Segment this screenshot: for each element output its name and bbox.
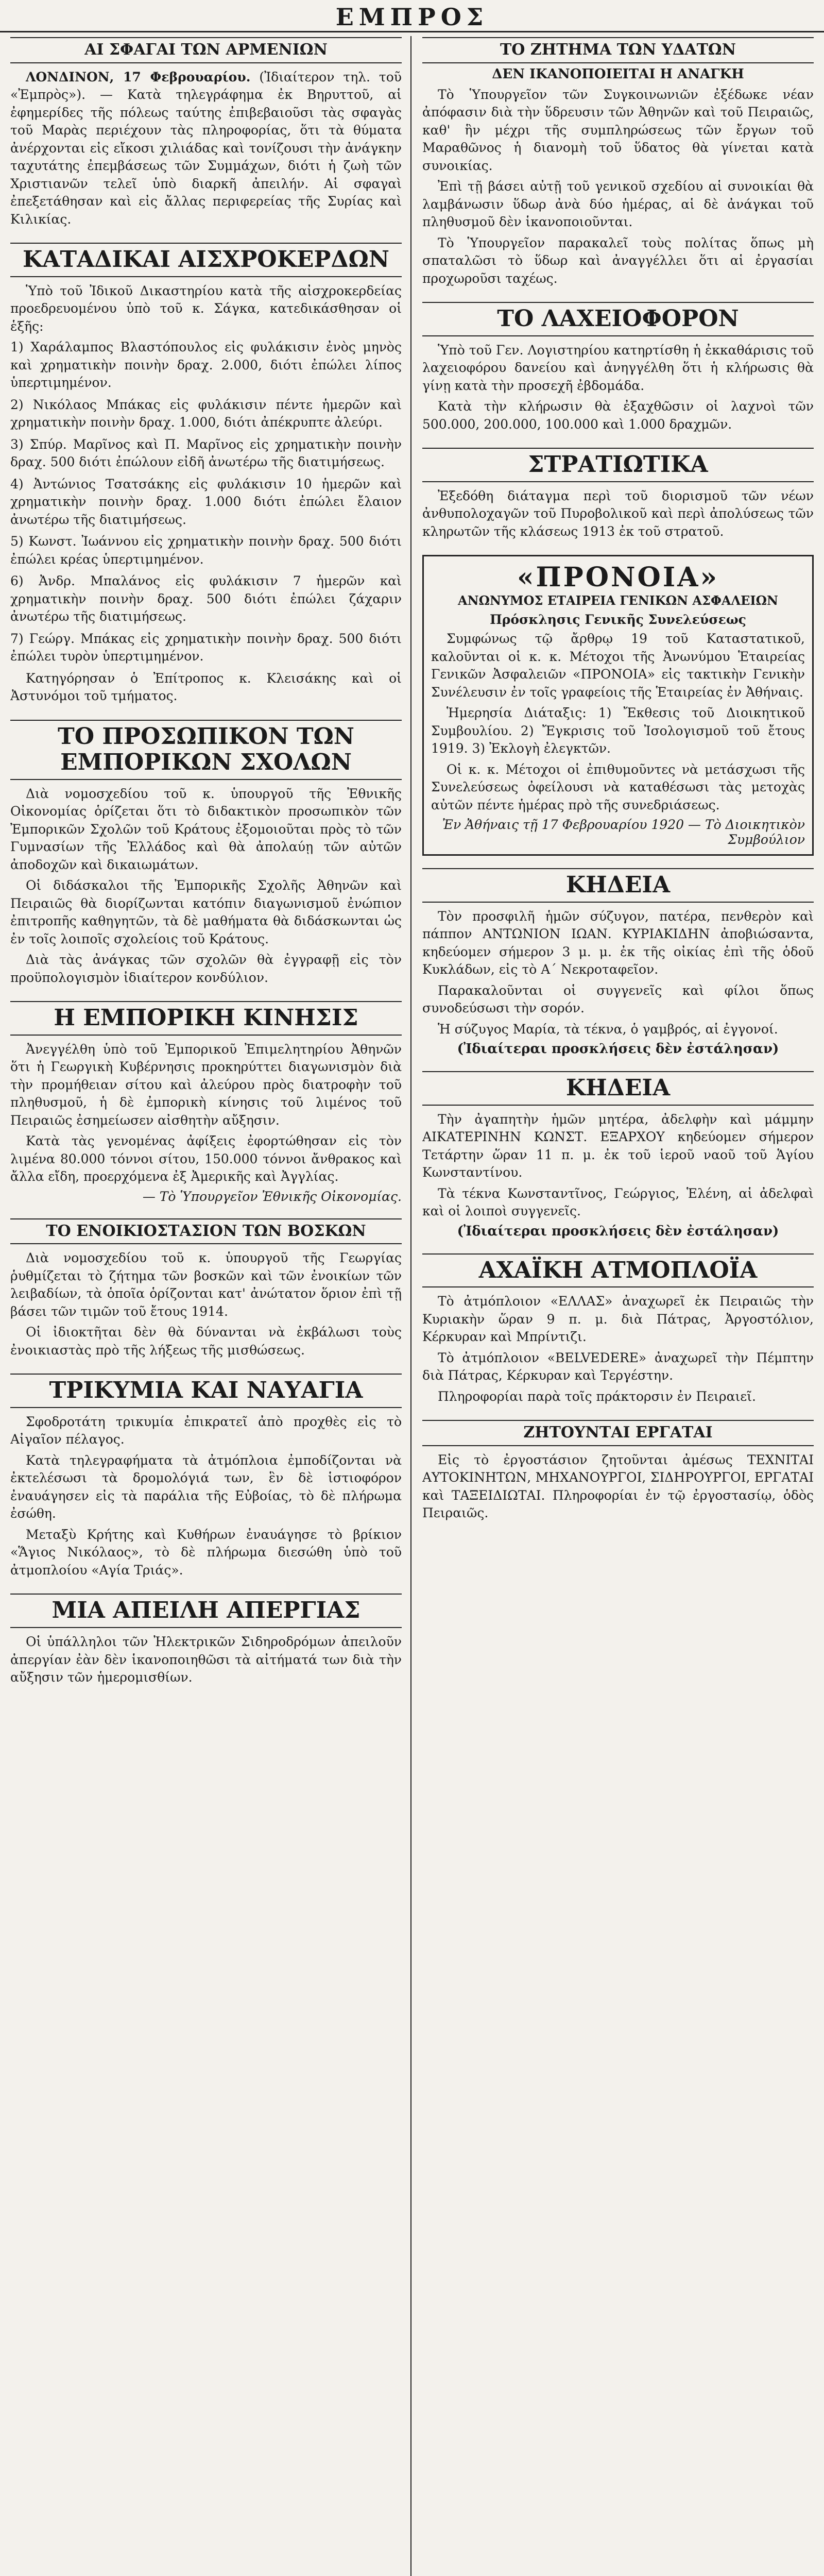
headline-strike: ΜΙΑ ΑΠΕΙΛΗ ΑΠΕΡΓΙΑΣ bbox=[10, 1594, 402, 1628]
paragraph: Τὸ ἀτμόπλοιον «ΕΛΛΑΣ» ἀναχωρεῖ ἐκ Πειραιῶς τὴν Κυριακὴν ὥραν 9 π. μ. διὰ Πάτρας, Ἀργοστόλιον, Κέρκυραν καὶ Μπρίντιζι. bbox=[422, 1294, 814, 1345]
left-column bbox=[10, 37, 402, 2576]
right-column bbox=[422, 37, 814, 2576]
headline-water: ΤΟ ΖΗΤΗΜΑ ΤΩΝ ΥΔΑΤΩΝ bbox=[422, 37, 814, 63]
headline-storm: ΤΡΙΚΥΜΙΑ ΚΑΙ ΝΑΥΑΓΙΑ bbox=[10, 1374, 402, 1408]
paragraph: Παρακαλοῦνται οἱ συγγενεῖς καὶ φίλοι ὅπως συνοδεύσωσι τὴν σορόν. bbox=[422, 982, 814, 1016]
verdict-item: 7) Γεώργ. Μπάκας εἰς χρηματικὴν ποινὴν δραχ. 500 διότι ἐπώλει τυρὸν ὑπερτιμημένον. bbox=[10, 631, 402, 664]
pronoia-tagline: ΑΝΩΝΥΜΟΣ ΕΤΑΙΡΕΙΑ ΓΕΝΙΚΩΝ ΑΣΦΑΛΕΙΩΝ bbox=[458, 593, 778, 608]
paragraph: Σφοδροτάτη τρικυμία ἐπικρατεῖ ἀπὸ προχθὲς εἰς τὸ Αἰγαῖον πέλαγος. bbox=[10, 1414, 402, 1447]
headline-school: ΤΟ ΠΡΟΣΩΠΙΚΟΝ ΤΩΝ ΕΜΠΟΡΙΚΩΝ ΣΧΟΛΩΝ bbox=[10, 720, 402, 780]
mourners-list: Ἡ σύζυγος Μαρία, τὰ τέκνα, ὁ γαμβρός, αἱ ἐγγονοί. bbox=[438, 1021, 778, 1037]
headline-shipping: ΑΧΑΪΚΗ ΑΤΜΟΠΛΟΪΑ bbox=[422, 1253, 814, 1288]
funeral-note: (Ἰδιαίτεραι προσκλήσεις δὲν ἐστάλησαν) bbox=[457, 1041, 779, 1057]
paragraph: Ἐξεδόθη διάταγμα περὶ τοῦ διορισμοῦ τῶν νέων ἀνθυπολοχαγῶν τοῦ Πυροβολικοῦ καὶ περὶ ἀπολύσεως τῶν κληρωτῶν τῆς κλάσεως 1913 ἐκ τοῦ στρατοῦ. bbox=[422, 488, 814, 539]
paragraph: Οἱ ἰδιοκτῆται δὲν θὰ δύνανται νὰ ἐκβάλωσι τοὺς ἐνοικιαστὰς πρὸ τῆς λήξεως τῆς μισθώσεως. bbox=[10, 1325, 402, 1358]
subheadline-water: ΔΕΝ ΙΚΑΝΟΠΟΙΕΙΤΑΙ Η ΑΝΑΓΚΗ bbox=[492, 66, 744, 82]
article-jobs bbox=[422, 1420, 814, 1522]
article-outro: Κατηγόρησαν ὁ Ἐπίτροπος κ. Κλεισάκης καὶ οἱ Ἀστυνόμοι τοῦ τμήματος. bbox=[10, 670, 402, 704]
article-military bbox=[422, 448, 814, 540]
paragraph: Μεταξὺ Κρήτης καὶ Κυθήρων ἐναυάγησε τὸ βρίκιον «Ἅγιος Νικόλαος», τὸ δὲ πλήρωμα διεσώθη ὑπὸ τοῦ ἀτμοπλοίου «Αγία Τριάς». bbox=[10, 1527, 402, 1578]
article-bonds bbox=[10, 1218, 402, 1360]
paragraph: Ἐπὶ τῇ βάσει αὐτῇ τοῦ γενικοῦ σχεδίου αἱ συνοικίαι θὰ λαμβάνωσιν ὕδωρ ἀνὰ δύο ἡμέρας, αἱ δὲ ἀνάγκαι τοῦ πληθυσμοῦ δὲν ἱκανοποιοῦνται. bbox=[422, 179, 814, 229]
paragraph: Τὸ ἀτμόπλοιον «BELVEDERE» ἀναχωρεῖ τὴν Πέμπτην διὰ Πάτρας, Κέρκυραν καὶ Τεργέστην. bbox=[422, 1350, 814, 1383]
verdict-item: 4) Ἀντώνιος Τσατσάκης εἰς φυλάκισιν 10 ἡμερῶν καὶ χρηματικὴν ποινὴν δραχ. 1.000 διότι ἐπώλει ἔλαιον ἀνωτέρω τῆς διατιμήσεως. bbox=[10, 476, 402, 527]
headline-funeral-1: ΚΗΔΕΙΑ bbox=[422, 868, 814, 903]
funeral-note: (Ἰδιαίτεραι προσκλήσεις δὲν ἐστάλησαν) bbox=[457, 1223, 779, 1239]
article-commerce bbox=[10, 1001, 402, 1204]
headline-armenians: ΑΙ ΣΦΑΓΑΙ ΤΩΝ ΑΡΜΕΝΙΩΝ bbox=[10, 37, 402, 63]
paragraph: Πληροφορίαι παρὰ τοῖς πράκτορσιν ἐν Πειραιεῖ. bbox=[438, 1388, 756, 1404]
signature: — Τὸ Ὑπουργεῖον Ἐθνικῆς Οἰκονομίας. bbox=[142, 1189, 402, 1204]
paragraph: Τὸν προσφιλῆ ἡμῶν σύζυγον, πατέρα, πενθερὸν καὶ πάππον ΑΝΤΩΝΙΟΝ ΙΩΑΝ. ΚΥΡΙΑΚΙΔΗΝ ἀποβιώσαντα, κηδεύομεν σήμερον 3 μ. μ. ἐκ τῆς οἰκίας ἐπὶ τῆς ὁδοῦ Κυκλάδων, εἰς τὸ Α΄ Νεκροταφεῖον. bbox=[422, 908, 814, 977]
notice-pronoia bbox=[422, 555, 814, 856]
masthead bbox=[0, 0, 824, 32]
signature: Ἐν Ἀθήναις τῇ 17 Φεβρουαρίου 1920 — Τὸ Διοικητικὸν Συμβούλιον bbox=[442, 817, 805, 848]
paragraph: Διὰ νομοσχεδίου τοῦ κ. ὑπουργοῦ τῆς Ἐθνικῆς Οἰκονομίας ὁρίζεται ὅτι τὸ διδακτικὸν προσωπικὸν τῶν Ἐμπορικῶν Σχολῶν τοῦ Κράτους ἐξομοιοῦται πρὸς τὸ τῶν Γυμνασίων τῆς Ἐλλάδος καὶ θὰ ἀπολαύῃ τῶν αὐτῶν ἀποδοχῶν καὶ δικαιωμάτων. bbox=[10, 786, 402, 872]
article-funeral-2 bbox=[422, 1071, 814, 1239]
paragraph: Διὰ νομοσχεδίου τοῦ κ. ὑπουργοῦ τῆς Γεωργίας ῥυθμίζεται τὸ ζήτημα τῶν βοσκῶν καὶ τῶν ἐνοικίων τῶν λειβαδίων, τὰ ὁποῖα ὁρίζονται κατ' ἀνώτατον ὅριον ἐπὶ τῇ βάσει τῶν τιμῶν τοῦ ἔτους 1914. bbox=[10, 1250, 402, 1319]
paragraph: Οἱ ὑπάλληλοι τῶν Ἠλεκτρικῶν Σιδηροδρόμων ἀπειλοῦν ἀπεργίαν ἐὰν δὲν ἱκανοποιηθῶσι τὰ αἰτήματά των διὰ τὴν αὔξησιν τῶν ἡμερομισθίων. bbox=[10, 1634, 402, 1685]
verdict-item: 5) Κωνστ. Ἰωάννου εἰς χρηματικὴν ποινὴν δραχ. 500 διότι ἐπώλει κρέας ὑπερτιμημένον. bbox=[10, 534, 402, 567]
paragraph: Οἱ κ. κ. Μέτοχοι οἱ ἐπιθυμοῦντες νὰ μετάσχωσι τῆς Συνελεύσεως ὀφείλουσι νὰ καταθέσωσι τὰς μετοχὰς αὐτῶν πέντε ἡμέρας πρὸ τῆς συνεδριάσεως. bbox=[431, 761, 805, 812]
paragraph: Τὸ Ὑπουργεῖον παρακαλεῖ τοὺς πολίτας ὅπως μὴ σπαταλῶσι τὸ ὕδωρ καὶ ἀναγγέλλει ὅτι αἱ ἐργασίαι προχωροῦσι ταχέως. bbox=[422, 235, 814, 286]
paragraph: Τὸ Ὑπουργεῖον τῶν Συγκοινωνιῶν ἐξέδωκε νέαν ἀπόφασιν διὰ τὴν ὕδρευσιν τῶν Ἀθηνῶν καὶ τοῦ Πειραιῶς, καθ' ἣν μέχρι τῆς συμπληρώσεως τῶν ἔργων τοῦ Μαραθῶνος ἡ διανομὴ τοῦ ὕδατος θὰ γίνεται κατὰ συνοικίας. bbox=[422, 87, 814, 173]
paragraph: Ὑπὸ τοῦ Γεν. Λογιστηρίου κατηρτίσθη ἡ ἐκκαθάρισις τοῦ λαχειοφόρου δανείου καὶ ἀνηγγέλθη ὅτι ἡ κλήρωσις θὰ γίνῃ κατὰ τὴν προσεχῆ ἐβδομάδα. bbox=[422, 342, 814, 393]
verdict-item: 1) Χαράλαμπος Βλαστόπουλος εἰς φυλάκισιν ἐνὸς μηνὸς καὶ χρηματικὴν ποινὴν δραχ. 2.000, διότι ἐπώλει λίπος ὑπερτιμημένον. bbox=[10, 340, 402, 391]
mourners-list: Τὰ τέκνα Κωνσταντῖνος, Γεώργιος, Ἑλένη, αἱ ἀδελφαὶ καὶ οἱ λοιποὶ συγγενεῖς. bbox=[422, 1185, 814, 1219]
headline-court: ΚΑΤΑΔΙΚΑΙ ΑΙΣΧΡΟΚΕΡΔΩΝ bbox=[10, 243, 402, 277]
newspaper-title: ΕΜΠΡΟΣ bbox=[335, 3, 489, 31]
article-strike bbox=[10, 1594, 402, 1686]
headline-bonds: ΤΟ ΕΝΟΙΚΙΟΣΤΑΣΙΟΝ ΤΩΝ ΒΟΣΚΩΝ bbox=[10, 1218, 402, 1245]
verdict-item: 2) Νικόλαος Μπάκας εἰς φυλάκισιν πέντε ἡμερῶν καὶ χρηματικὴν ποινὴν δραχ. 1.000, διότι ἀπέκρυπτε ἀλεύρι. bbox=[10, 397, 402, 430]
paragraph: Εἰς τὸ ἐργοστάσιον ζητοῦνται ἀμέσως ΤΕΧΝΙΤΑΙ ΑΥΤΟΚΙΝΗΤΩΝ, ΜΗΧΑΝΟΥΡΓΟΙ, ΣΙΔΗΡΟΥΡΓΟΙ, ΕΡΓΑΤΑΙ καὶ ΤΑΞΕΙΔΙΩΤΑΙ. Πληροφορίαι ἐν τῷ ἐργοστασίῳ, ὁδὸς Πειραιῶς. bbox=[422, 1452, 814, 1521]
article-shipping bbox=[422, 1253, 814, 1406]
article-lottery bbox=[422, 302, 814, 433]
paragraph: Τὴν ἀγαπητὴν ἡμῶν μητέρα, ἀδελφὴν καὶ μάμμην ΑΙΚΑΤΕΡΙΝΗΝ ΚΩΝΣΤ. ΕΞΑΡΧΟΥ κηδεύομεν σήμερον Τετάρτην ὥραν 11 π. μ. ἐκ τοῦ ἱεροῦ ναοῦ τοῦ Ἁγίου Κωνσταντίνου. bbox=[422, 1111, 814, 1180]
article-text bbox=[10, 69, 402, 229]
article-court bbox=[10, 243, 402, 705]
paragraph: Κατὰ τηλεγραφήματα τὰ ἀτμόπλοια ἐμποδίζονται νὰ ἐκτελέσωσι τὰ δρομολόγιά των, ἓν δὲ ἱστιοφόρον ἐναυάγησεν εἰς τὰ παράλια τῆς Εὐβοίας, τὸ δὲ πλήρωμα ἐσώθη. bbox=[10, 1452, 402, 1521]
pronoia-brand: «ΠΡΟΝΟΙΑ» bbox=[517, 562, 719, 594]
article-armenians bbox=[10, 37, 402, 228]
paragraph: Κατὰ τὰς γενομένας ἀφίξεις ἐφορτώθησαν εἰς τὸν λιμένα 80.000 τόννοι σίτου, 150.000 τόννοι ἄνθρακος καὶ ἄλλα εἴδη, προερχόμενα ἐξ Ἀμερικῆς καὶ Ἀγγλίας. bbox=[10, 1133, 402, 1184]
column-rule bbox=[410, 36, 411, 2576]
paragraph: Ἀνεγγέλθη ὑπὸ τοῦ Ἐμπορικοῦ Ἐπιμελητηρίου Ἀθηνῶν ὅτι ἡ Γεωργικὴ Κυβέρνησις προκηρύττει διαγωνισμὸν διὰ τὴν προμήθειαν σίτου καὶ ἀλεύρου πρὸς διατροφὴν τοῦ πληθυσμοῦ, ἡ δὲ ἐμπορικὴ κίνησις τοῦ λιμένος τοῦ Πειραιῶς ἐσημείωσεν αἰσθητὴν αὔξησιν. bbox=[10, 1041, 402, 1128]
headline-military: ΣΤΡΑΤΙΩΤΙΚΑ bbox=[422, 448, 814, 482]
verdict-item: 3) Σπύρ. Μαρῖνος καὶ Π. Μαρῖνος εἰς χρηματικὴν ποινὴν δραχ. 500 διότι ἐπώλουν εἰδῆ ἀνωτέρω τῆς διατιμήσεως. bbox=[10, 436, 402, 470]
paragraph: Κατὰ τὴν κλήρωσιν θὰ ἐξαχθῶσιν οἱ λαχνοὶ τῶν 500.000, 200.000, 100.000 καὶ 1.000 δραχμῶν. bbox=[422, 399, 814, 432]
dateline: ΛΟΝΔΙΝΟΝ, 17 Φεβρουαρίου. bbox=[26, 69, 251, 84]
paragraph: Διὰ τὰς ἀνάγκας τῶν σχολῶν θὰ ἐγγραφῇ εἰς τὸν προϋπολογισμὸν ἰδιαίτερον κονδύλιον. bbox=[10, 952, 402, 985]
headline-commerce: Η ΕΜΠΟΡΙΚΗ ΚΙΝΗΣΙΣ bbox=[10, 1001, 402, 1036]
headline-jobs: ΖΗΤΟΥΝΤΑΙ ΕΡΓΑΤΑΙ bbox=[422, 1420, 814, 1446]
paragraph: Ἡμερησία Διάταξις: 1) Ἔκθεσις τοῦ Διοικητικοῦ Συμβουλίου. 2) Ἔγκρισις τοῦ Ἰσολογισμοῦ τοῦ ἔτους 1919. 3) Ἐκλογὴ ἐλεγκτῶν. bbox=[431, 705, 805, 756]
pronoia-subhead: Πρόσκλησις Γενικῆς Συνελεύσεως bbox=[490, 612, 746, 628]
paragraph: Συμφώνως τῷ ἄρθρῳ 19 τοῦ Καταστατικοῦ, καλοῦνται οἱ κ. κ. Μέτοχοι τῆς Ἀνωνύμου Ἑταιρείας Γενικῶν Ἀσφαλειῶν «ΠΡΟΝΟΙΑ» εἰς τακτικὴν Γενικὴν Συνέλευσιν ἐν τοῖς γραφείοις τῆς Ἑταιρείας ἐν Ἀθήναις. bbox=[431, 631, 805, 700]
headline-funeral-2: ΚΗΔΕΙΑ bbox=[422, 1071, 814, 1106]
verdict-item: 6) Ἀνδρ. Μπαλάνος εἰς φυλάκισιν 7 ἡμερῶν καὶ χρηματικὴν ποινὴν δραχ. 500 διότι ἐπώλει ζάχαριν ἀνωτέρω τῆς διατιμήσεως. bbox=[10, 573, 402, 624]
article-intro: Ὑπὸ τοῦ Ἰδικοῦ Δικαστηρίου κατὰ τῆς αἰσχροκερδείας προεδρευομένου ὑπὸ τοῦ κ. Σάγκα, κατεδικάσθησαν οἱ ἑξῆς: bbox=[10, 283, 402, 334]
article-water bbox=[422, 37, 814, 287]
headline-lottery: ΤΟ ΛΑΧΕΙΟΦΟΡΟΝ bbox=[422, 302, 814, 336]
article-storm bbox=[10, 1374, 402, 1579]
article-body: (Ἰδιαίτερον τηλ. τοῦ «Ἐμπρὸς»). — Κατὰ τηλεγράφημα ἐκ Βηρυττοῦ, αἱ ἐφημερίδες τῆς πόλεως ταύτης ἐπιβεβαιοῦσι τὰς σφαγὰς τοῦ Μαρὰς περιέχουν τὰς πληροφορίας, ὅτι τὰ θύματα ἀνέρχονται εἰς εἴκοσι χιλιάδας καὶ τονίζουσι τὴν ἀνάγκην ταχυτάτης ἐπεμβάσεως τῶν Συμμάχων, διότι ἡ ζωὴ τῶν Χριστιανῶν τελεῖ ὑπὸ διαρκῆ ἀπειλήν. Αἱ σφαγαὶ ἐπεξετάθησαν καὶ εἰς ἄλλας περιφερείας τῆς Συρίας καὶ Κιλικίας. bbox=[10, 69, 402, 227]
article-school bbox=[10, 720, 402, 987]
paragraph: Οἱ διδάσκαλοι τῆς Ἐμπορικῆς Σχολῆς Ἀθηνῶν καὶ Πειραιῶς θὰ διορίζωνται κατόπιν διαγωνισμοῦ ἐνώπιον ἐπιτροπῆς καθηγητῶν, τὰ δὲ μαθήματα θὰ διδάσκωνται ὡς ἐν τοῖς λοιποῖς σχολείοις τοῦ Κράτους. bbox=[10, 878, 402, 946]
article-funeral-1 bbox=[422, 868, 814, 1057]
